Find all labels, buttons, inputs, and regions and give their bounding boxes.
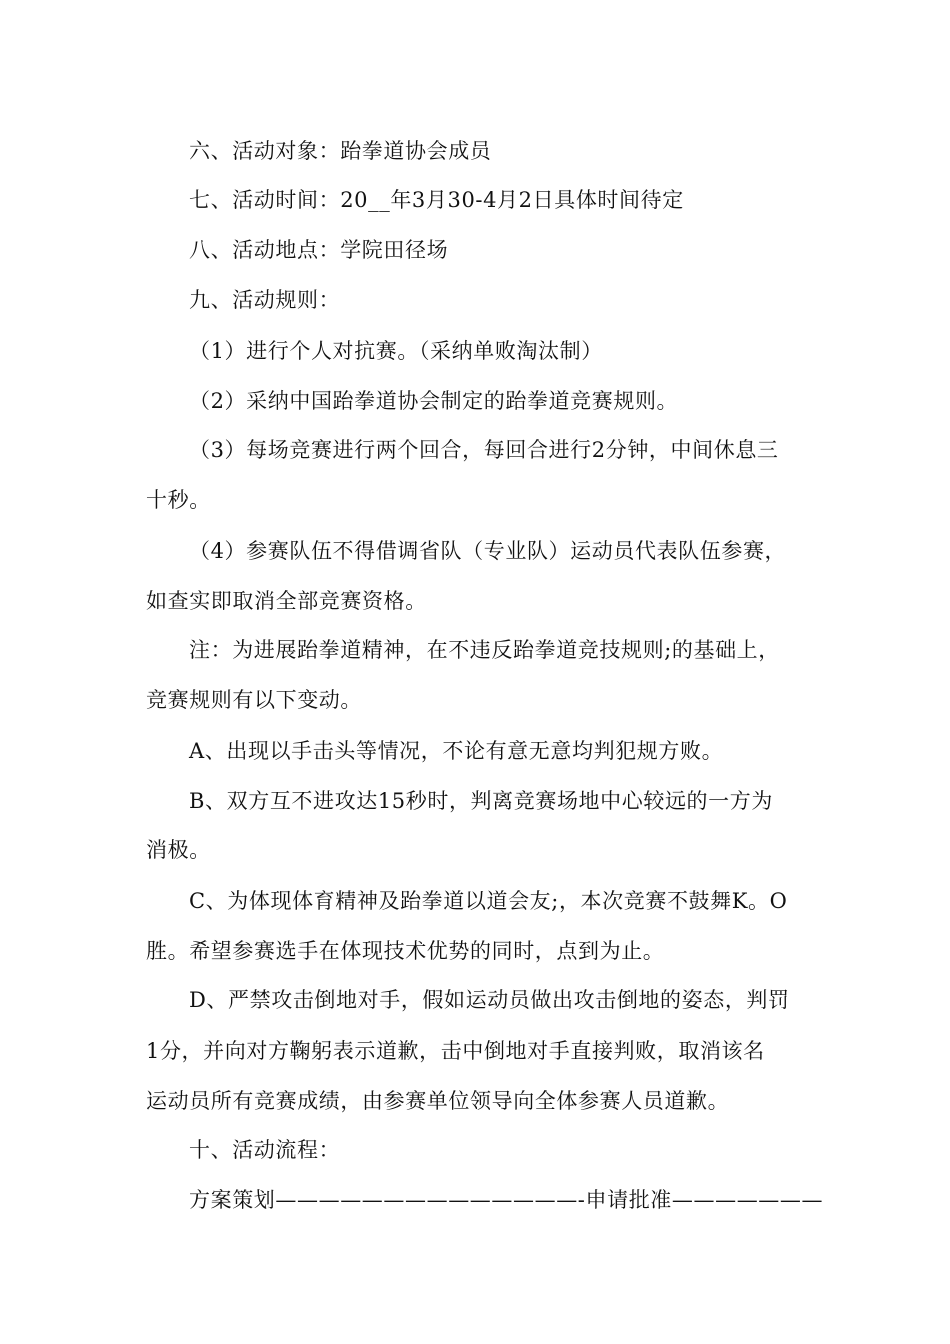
note-line-2: 竞赛规则有以下变动。 [146,688,362,712]
section-7-time: 七、活动时间：20__年3月30-4月2日具体时间待定 [189,188,684,212]
rule-c-line-2: 胜。希望参赛选手在体现技术优势的同时，点到为止。 [146,939,665,963]
section-9-rules-heading: 九、活动规则： [189,288,341,312]
rule-d-line-1: D、严禁攻击倒地对手，假如运动员做出攻击倒地的姿态，判罚 [189,988,790,1012]
section-8-location: 八、活动地点：学院田径场 [189,238,449,262]
note-line-1: 注：为进展跆拳道精神，在不违反跆拳道竞技规则;的基础上， [189,638,780,662]
rule-c-line-1: C、为体现体育精神及跆拳道以道会友;，本次竞赛不鼓舞K。O [189,889,788,913]
rule-3-line-1: （3）每场竞赛进行两个回合，每回合进行2分钟，中间休息三 [189,438,779,462]
rule-a: A、出现以手击头等情况，不论有意无意均判犯规方败。 [189,739,724,763]
section-6-target: 六、活动对象：跆拳道协会成员 [189,139,492,163]
section-10-process-heading: 十、活动流程： [189,1138,341,1162]
rule-d-line-2: 1分，并向对方鞠躬表示道歉，击中倒地对手直接判败，取消该名 [146,1039,765,1063]
rule-3-line-2: 十秒。 [146,488,211,512]
rule-b-line-2: 消极。 [146,838,211,862]
rule-4-line-1: （4）参赛队伍不得借调省队（专业队）运动员代表队伍参赛， [189,539,787,563]
process-flow-line: 方案策划——————————————-申请批准——————— [189,1188,824,1212]
rule-1: （1）进行个人对抗赛。（采纳单败淘汰制） [189,339,603,363]
rule-4-line-2: 如查实即取消全部竞赛资格。 [146,589,427,613]
rule-d-line-3: 运动员所有竞赛成绩，由参赛单位领导向全体参赛人员道歉。 [146,1089,730,1113]
rule-b-line-1: B、双方互不进攻达15秒时，判离竞赛场地中心较远的一方为 [189,789,773,813]
rule-2: （2）采纳中国跆拳道协会制定的跆拳道竞赛规则。 [189,389,679,413]
